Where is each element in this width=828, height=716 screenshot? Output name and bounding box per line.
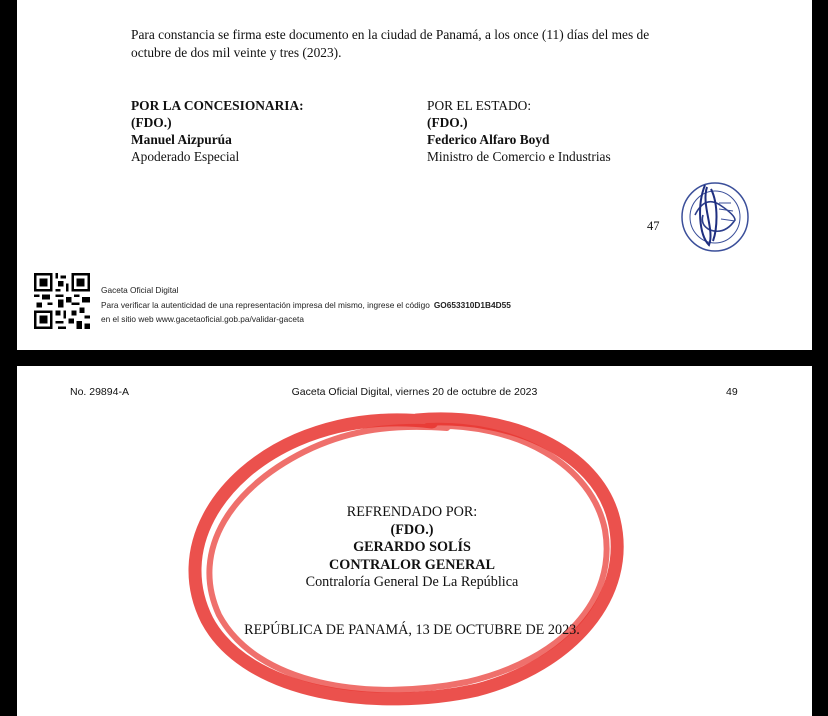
state-signature-block [427,97,611,165]
verification-code: GO653310D1B4D55 [433,299,511,310]
refrendado-label: REFRENDADO POR: [346,504,478,520]
concessionaire-name: Manuel Aizpurúa [131,132,232,147]
footer-verify-text: Para verificar la autenticidad de una representación impresa del mismo, ingrese el código [101,299,430,310]
concessionaire-signature-block [131,97,304,165]
page-number: 47 [647,219,660,233]
concessionaire-fdo: (FDO.) [131,115,172,130]
countersignature-block [177,504,647,592]
state-name: Federico Alfaro Boyd [427,132,550,147]
comptroller-title: CONTRALOR GENERAL [329,556,495,573]
refrendado-fdo: (FDO.) [390,521,434,538]
verification-footer [101,283,511,327]
concessionaire-role: Apoderado Especial [131,149,240,164]
issue-number: No. 29894-A [70,386,129,398]
comptroller-name: GERARDO SOLÍS [353,539,471,555]
institution-name: Contraloría General De La República [305,574,519,590]
place-and-date-line: REPÚBLICA DE PANAMÁ, 13 DE OCTUBRE DE 2023. [244,622,580,638]
footer-verify-line [101,298,511,313]
document-page-49 [17,366,812,716]
state-role: Ministro de Comercio e Industrias [427,149,611,164]
gazette-header-title: Gaceta Oficial Digital, viernes 20 de octubre de 2023 [291,386,538,398]
footer-site-text: en el sitio web www.gacetaoficial.gob.pa/validar-gaceta [101,314,304,324]
closing-paragraph: Para constancia se firma este documento en la ciudad de Panamá, a los once (11) días del mes de octubre de dos mil veinte y tres (2023). [131,27,650,60]
page-number: 49 [726,386,738,398]
official-seal-icon [675,175,753,255]
state-fdo: (FDO.) [427,115,468,130]
concessionaire-heading: POR LA CONCESIONARIA: [131,98,304,113]
document-page-47 [17,0,812,350]
state-heading: POR EL ESTADO: [427,98,532,113]
qr-code-icon [34,273,90,329]
footer-title: Gaceta Oficial Digital [101,285,179,295]
